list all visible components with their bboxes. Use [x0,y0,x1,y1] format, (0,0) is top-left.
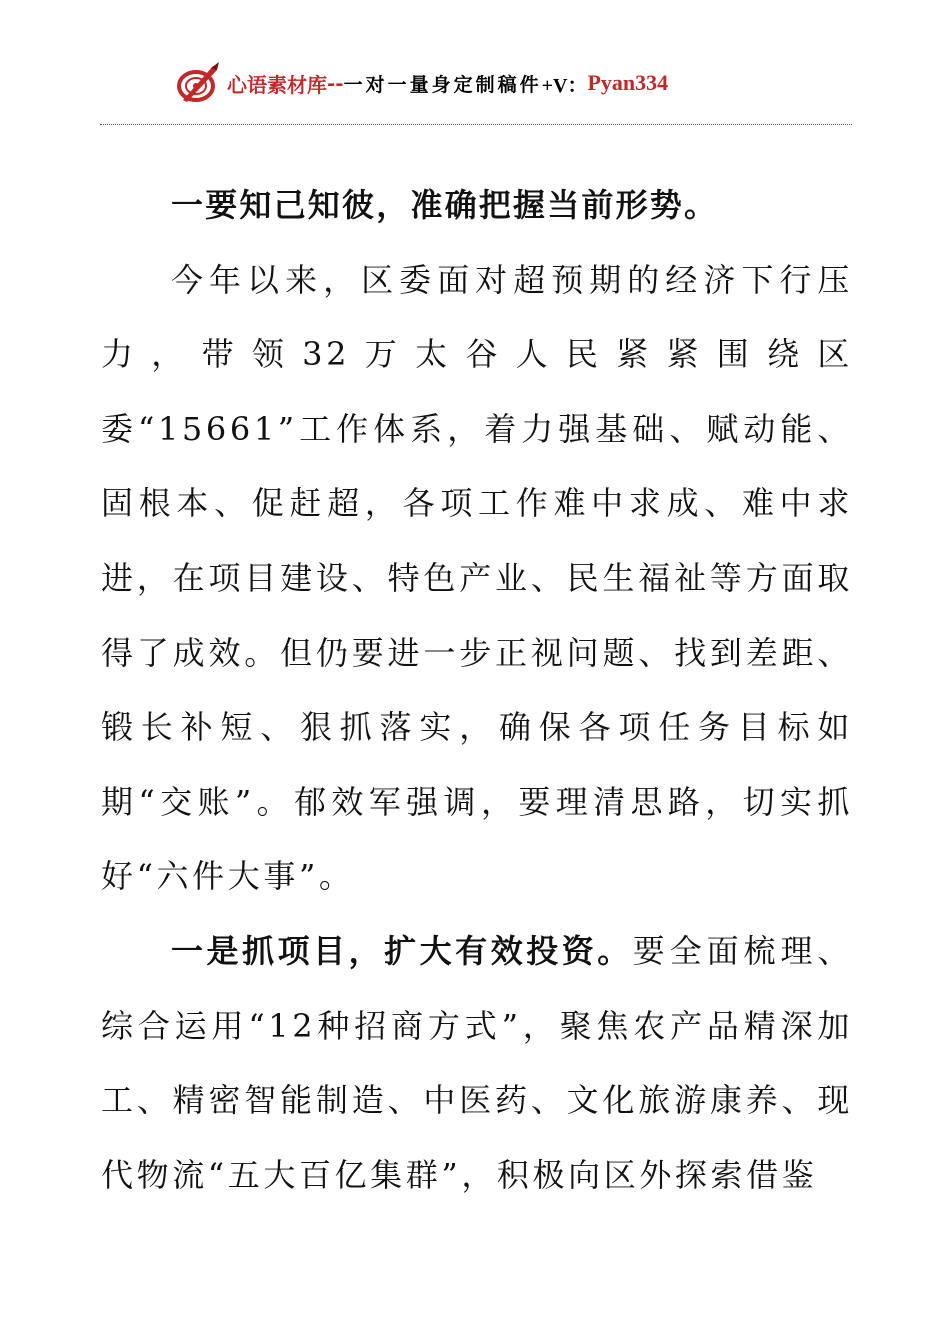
paragraph-lead: 一是抓项目，扩大有效投资。 [171,931,633,970]
header-slogan: 一对一量身定制稿件 [343,73,542,96]
contact-id: Pyan334 [587,70,669,95]
brand-name: 心语素材库 [227,72,327,97]
header-divider [100,124,852,125]
page-header [175,58,668,108]
body-paragraph-with-lead [101,914,853,1212]
body-paragraph: 今年以来，区委面对超预期的经济下行压力，带领32万太谷人民紧紧围绕区委“15661”工作体系，着力强基础、赋动能、固根本、促赶超，各项工作难中求成、难中求进，在项目建设、特色产业、民生福祉等方面取得了成效。但仍要进一步正视问题、找到差距、锻长补短、狠抓落实，确保各项任务目标如期“交账”。郁效军强调，要理清思路，切实抓好“六件大事”。 [101,260,853,896]
document-body [101,168,853,1212]
section-heading: 一要知己知彼，准确把握当前形势。 [171,186,719,224]
contact-prefix: +V： [541,74,588,97]
header-separator: -- [327,71,344,95]
pen-logo-icon [175,60,221,106]
paragraph-text: 要全面梳理、综合运用“12种招商方式”，聚焦农产品精深加工、精密智能制造、中医药、文化旅游康养、现代物流“五大百亿集群”，积极向区外探索借鉴 [101,931,853,1194]
